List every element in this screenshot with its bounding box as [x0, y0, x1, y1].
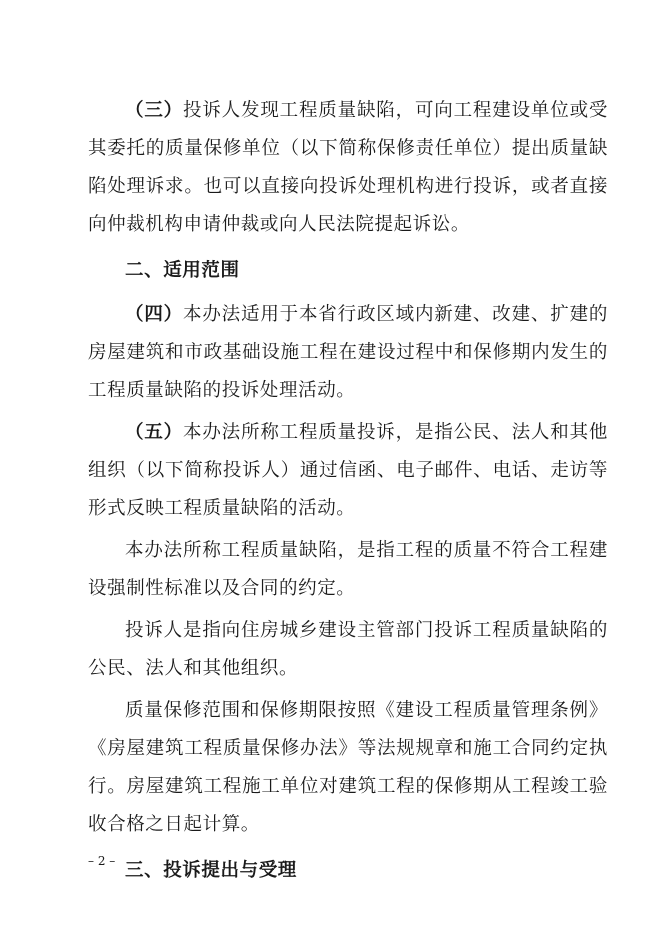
document-body: [88, 92, 608, 890]
paragraph-warranty-scope: 质量保修范围和保修期限按照《建设工程质量管理条例》《房屋建筑工程质量保修办法》等法规规章和施工合同约定执行。房屋建筑工程施工单位对建筑工程的保修期从工程竣工验收合格之日起计算。: [88, 700, 608, 835]
section-heading-scope: 二、适用范围: [125, 260, 240, 281]
paragraph-3: [88, 92, 608, 244]
paragraph-5-label: （五）: [125, 422, 183, 443]
page-number: – 2 –: [88, 854, 116, 868]
paragraph-5-text: 本办法所称工程质量投诉，是指公民、法人和其他组织（以下简称投诉人）通过信函、电子邮件、电话、走访等形式反映工程质量缺陷的活动。: [88, 422, 609, 519]
section-heading-complaint-acceptance: 三、投诉提出与受理: [125, 860, 297, 881]
paragraph-complainant-definition: 投诉人是指向住房城乡建设主管部门投诉工程质量缺陷的公民、法人和其他组织。: [88, 620, 608, 679]
paragraph-defect-definition: 本办法所称工程质量缺陷，是指工程的质量不符合工程建设强制性标准以及合同的约定。: [88, 540, 608, 599]
paragraph-3-text: 投诉人发现工程质量缺陷，可向工程建设单位或受其委托的质量保修单位（以下简称保修责任单位）提出质量缺陷处理诉求。也可以直接向投诉处理机构进行投诉，或者直接向仲裁机构申请仲裁或向人民法院提起诉讼。: [88, 100, 609, 235]
paragraph-3-label: （三）: [125, 100, 183, 121]
paragraph-4: [88, 296, 608, 410]
paragraph-5: [88, 414, 608, 528]
paragraph-4-text: 本办法适用于本省行政区域内新建、改建、扩建的房屋建筑和市政基础设施工程在建设过程中和保修期内发生的工程质量缺陷的投诉处理活动。: [88, 304, 609, 401]
paragraph-4-label: （四）: [125, 304, 183, 325]
